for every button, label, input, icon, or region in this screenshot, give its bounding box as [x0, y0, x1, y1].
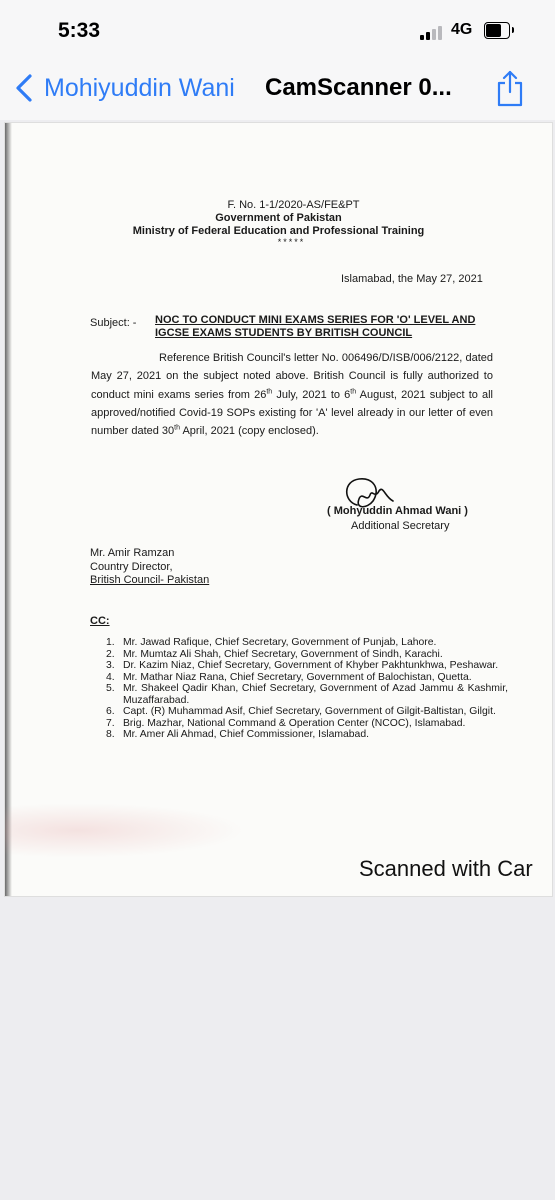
- list-item: 2. Mr. Mumtaz Ali Shah, Chief Secretary, Government of Sindh, Karachi.: [106, 648, 443, 660]
- subject-label: Subject: -: [90, 317, 137, 329]
- chevron-left-icon: [14, 73, 34, 103]
- battery-icon: [484, 22, 510, 39]
- body-part-4: April, 2021 (copy enclosed).: [180, 425, 319, 438]
- document-title: CamScanner 0...: [265, 74, 452, 101]
- addressee-title: Country Director,: [90, 560, 173, 573]
- scanner-watermark: Scanned with Car: [359, 856, 533, 881]
- signatory-name: ( Mohyuddin Ahmad Wani ): [327, 505, 468, 517]
- ministry-name: Ministry of Federal Education and Professional Training: [132, 225, 425, 237]
- body-part-2: July, 2021 to 6: [272, 388, 351, 401]
- network-type: 4G: [451, 21, 473, 38]
- status-bar: [0, 0, 555, 58]
- letter-header: [5, 199, 552, 246]
- body-part-1: Reference British Council's letter No. 006496/D/ISB/006/2122, dated May 27, 2021 on the subject noted above. British Council is fully authorized to conduct mini exams series from 26: [91, 352, 493, 401]
- share-icon: [494, 68, 526, 108]
- header-stars: *****: [277, 237, 306, 247]
- share-button[interactable]: [494, 68, 526, 108]
- list-item: 7. Brig. Mazhar, National Command & Operation Center (NCOC), Islamabad.: [106, 717, 466, 729]
- list-item: 8. Mr. Amer Ali Ahmad, Chief Commissioner, Islamabad.: [106, 729, 370, 740]
- addressee-block: [90, 547, 209, 588]
- document-viewer[interactable]: [0, 120, 555, 1200]
- addressee-org: British Council- Pakistan: [90, 574, 210, 586]
- subject-text: NOC TO CONDUCT MINI EXAMS SERIES FOR 'O' LEVEL AND IGCSE EXAMS STUDENTS BY BRITISH COUNCIL: [155, 314, 476, 339]
- document-page: [4, 122, 553, 897]
- scan-stain: [5, 803, 245, 858]
- addressee-name: Mr. Amir Ramzan: [90, 547, 175, 559]
- body-sup-1: th: [266, 387, 273, 395]
- list-item: 3. Dr. Kazim Niaz, Chief Secretary, Government of Khyber Pakhtunkhwa, Peshawar.: [106, 660, 499, 671]
- back-label: Mohiyuddin Wani: [44, 73, 235, 102]
- body-sup-3: th: [174, 424, 181, 432]
- back-button[interactable]: [14, 68, 235, 108]
- letter-body: [91, 349, 493, 440]
- body-part-3: August, 2021 subject to all approved/notified Covid-19 SOPs existing for 'A' level already in our letter of even number dated 30: [91, 388, 494, 438]
- file-number: F. No. 1-1/2020-AS/FE&PT: [227, 199, 360, 211]
- list-item: 6. Capt. (R) Muhammad Asif, Chief Secretary, Government of Gilgit-Baltistan, Gilgit.: [106, 706, 496, 717]
- body-sup-2: th: [350, 387, 357, 395]
- list-item: 5. Mr. Shakeel Qadir Khan, Chief Secretary, Government of Azad Jammu & Kashmir, Muzaffarabad.: [106, 683, 508, 706]
- list-item: 4. Mr. Mathar Niaz Rana, Chief Secretary, Government of Balochistan, Quetta.: [106, 671, 472, 683]
- nav-bar: [0, 58, 555, 120]
- list-item: 1. Mr. Jawad Rafique, Chief Secretary, Government of Punjab, Lahore.: [106, 637, 437, 648]
- status-time: 5:33: [58, 19, 101, 42]
- place-date: Islamabad, the May 27, 2021: [341, 273, 483, 285]
- cc-list: [106, 637, 508, 741]
- government-name: Government of Pakistan: [215, 212, 342, 224]
- signal-icon: [420, 24, 446, 40]
- signatory-designation: Additional Secretary: [351, 520, 450, 532]
- cc-label: CC:: [90, 615, 110, 627]
